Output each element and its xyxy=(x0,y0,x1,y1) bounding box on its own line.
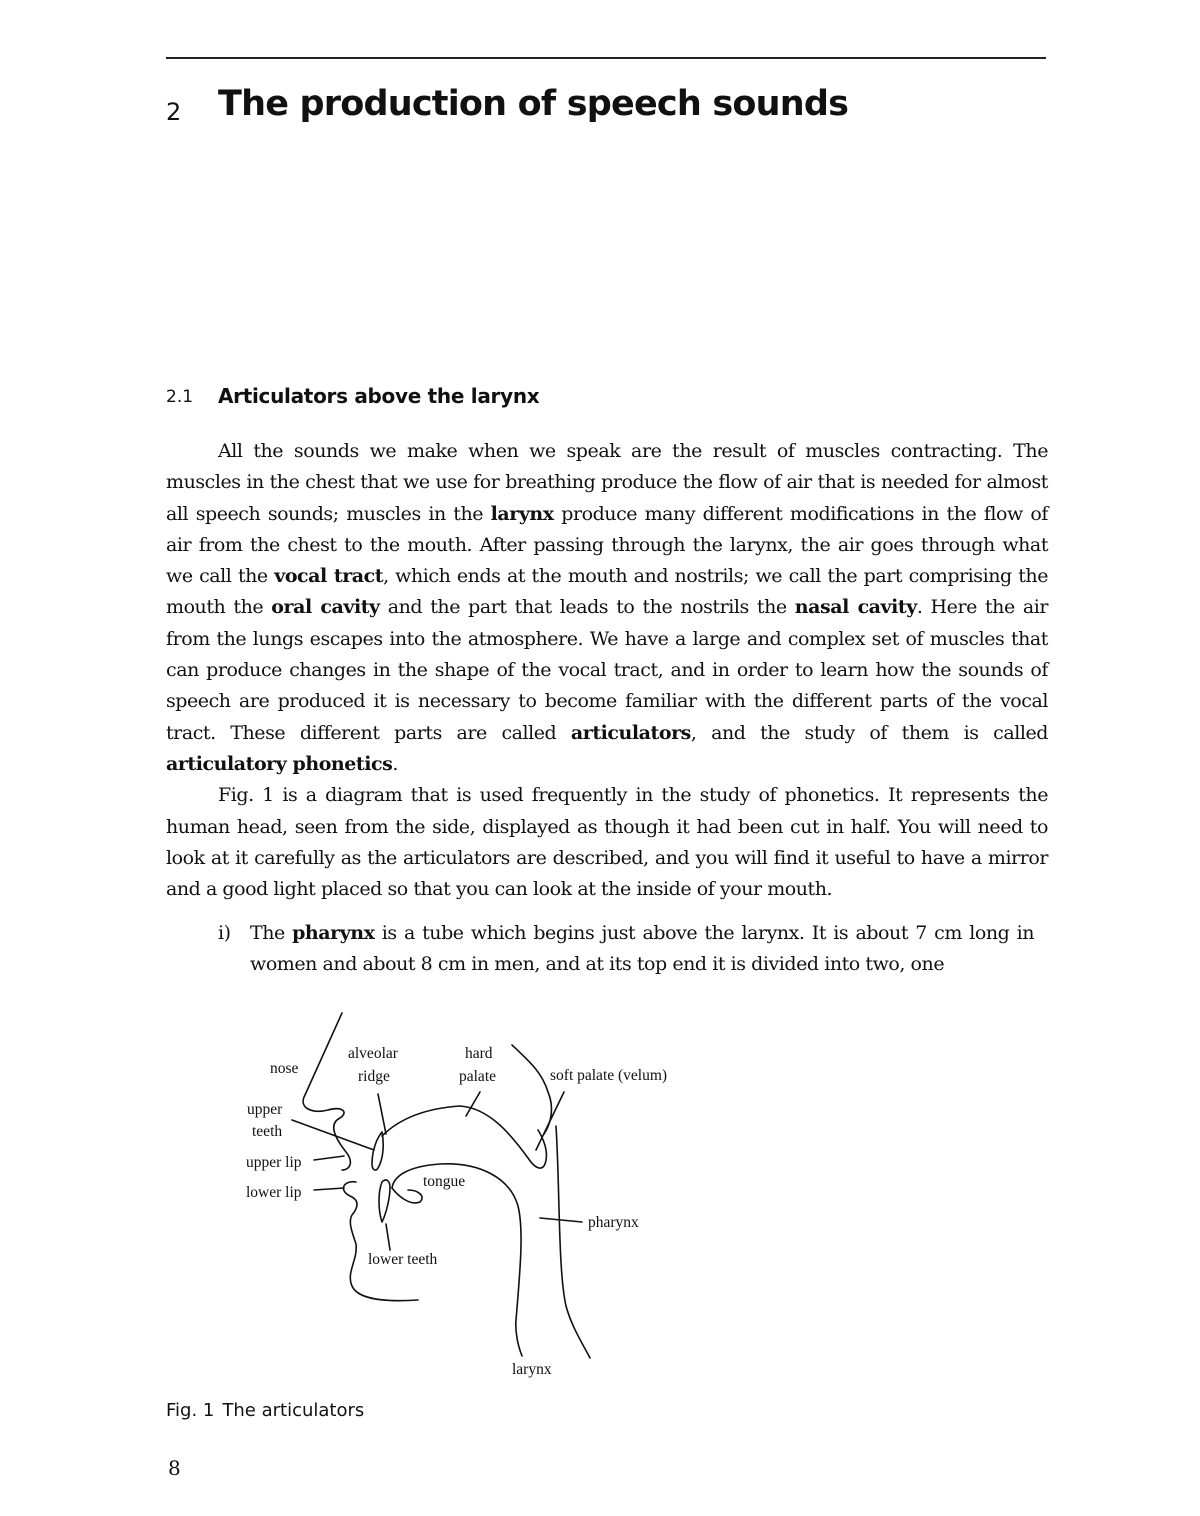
term-articulators: articulators xyxy=(570,721,691,744)
figure-caption-label: Fig. 1 xyxy=(166,1400,215,1421)
page-number: 8 xyxy=(168,1456,181,1480)
chapter-number: 2 xyxy=(166,98,182,126)
articulators-diagram xyxy=(240,1010,700,1390)
label-larynx: larynx xyxy=(512,1361,552,1378)
label-alveolar: alveolar xyxy=(348,1045,398,1062)
list-marker: i) xyxy=(218,922,231,944)
label-upper: upper xyxy=(247,1101,283,1118)
pointer-lower-lip xyxy=(314,1188,344,1190)
figure-caption-title: The articulators xyxy=(222,1400,365,1421)
pointer-upper-teeth xyxy=(292,1120,374,1150)
section-number: 2.1 xyxy=(166,387,194,407)
label-upper-lip: upper lip xyxy=(246,1154,302,1171)
pointer-hard-palate xyxy=(466,1092,480,1116)
label-pharynx: pharynx xyxy=(588,1214,639,1231)
paragraph-1: All the sounds we make when we speak are the result of muscles contracting. The muscles in the chest that we use for breathing produce the flow of air that is needed for almost all speech sounds; muscles in the larynx produce many different modifications in the flow of air from the chest to the mouth. After passing through the larynx, the air goes through what we call the vocal tract, which ends at the mouth and nostrils; we call the part comprising the mouth the oral cavity and the part that leads to the nostrils the nasal cavity. Here the air from the lungs escapes into the atmosphere. We have a large and complex set of muscles that can produce changes in the shape of the vocal tract, and in order to learn how the sounds of speech are produced it is necessary to become familiar with the different parts of the vocal tract. These different parts are called articulators, and the study of them is called articulatory phonetics. xyxy=(166,440,1049,775)
term-vocal-tract: vocal tract xyxy=(274,565,384,588)
top-rule xyxy=(166,57,1046,59)
figure-caption xyxy=(166,1400,364,1421)
chapter-title: The production of speech sounds xyxy=(218,84,849,124)
list-item-text: The pharynx is a tube which begins just above the larynx. It is about 7 cm long in women and about 8 cm in men, and at its top end it is divided into two, one xyxy=(250,922,1034,976)
paragraph-2: Fig. 1 is a diagram that is used frequently in the study of phonetics. It represents the human head, seen from the side, displayed as though it had been cut in half. You will need to look at it carefully as the articulators are described, and you will find it useful to have a mirror and a good light placed so that you can look at the inside of your mouth. xyxy=(166,784,1048,901)
pointer-lower-teeth xyxy=(386,1224,390,1250)
term-articulatory-phonetics: articulatory phonetics xyxy=(166,752,393,775)
body-text xyxy=(166,436,1048,905)
term-oral-cavity: oral cavity xyxy=(271,596,380,619)
list-item xyxy=(218,918,1034,981)
term-nasal-cavity: nasal cavity xyxy=(794,596,917,619)
pointer-upper-lip xyxy=(314,1156,344,1160)
label-hard: hard xyxy=(465,1045,493,1062)
term-pharynx: pharynx xyxy=(292,922,375,944)
lower-teeth xyxy=(379,1180,390,1222)
pointer-alveolar xyxy=(378,1094,386,1134)
label-lower-lip: lower lip xyxy=(246,1184,302,1201)
velum-outline xyxy=(512,1045,551,1134)
label-soft-palate: soft palate (velum) xyxy=(550,1067,668,1084)
label-lower-teeth: lower teeth xyxy=(368,1251,438,1268)
tongue-tip xyxy=(392,1188,422,1203)
articulators-diagram-svg xyxy=(240,1010,700,1390)
upper-teeth xyxy=(372,1132,383,1170)
lower-lip-outline xyxy=(343,1182,418,1301)
label-tongue: tongue xyxy=(423,1173,466,1190)
term-larynx: larynx xyxy=(490,502,554,525)
label-teeth: teeth xyxy=(252,1123,283,1140)
pointer-pharynx xyxy=(540,1218,582,1222)
section-title: Articulators above the larynx xyxy=(218,384,540,408)
label-palate: palate xyxy=(459,1068,497,1085)
palate-outline xyxy=(382,1106,546,1168)
label-nose: nose xyxy=(270,1060,299,1077)
label-ridge: ridge xyxy=(358,1068,390,1085)
face-profile xyxy=(303,1013,350,1170)
pharynx-wall xyxy=(556,1126,590,1358)
